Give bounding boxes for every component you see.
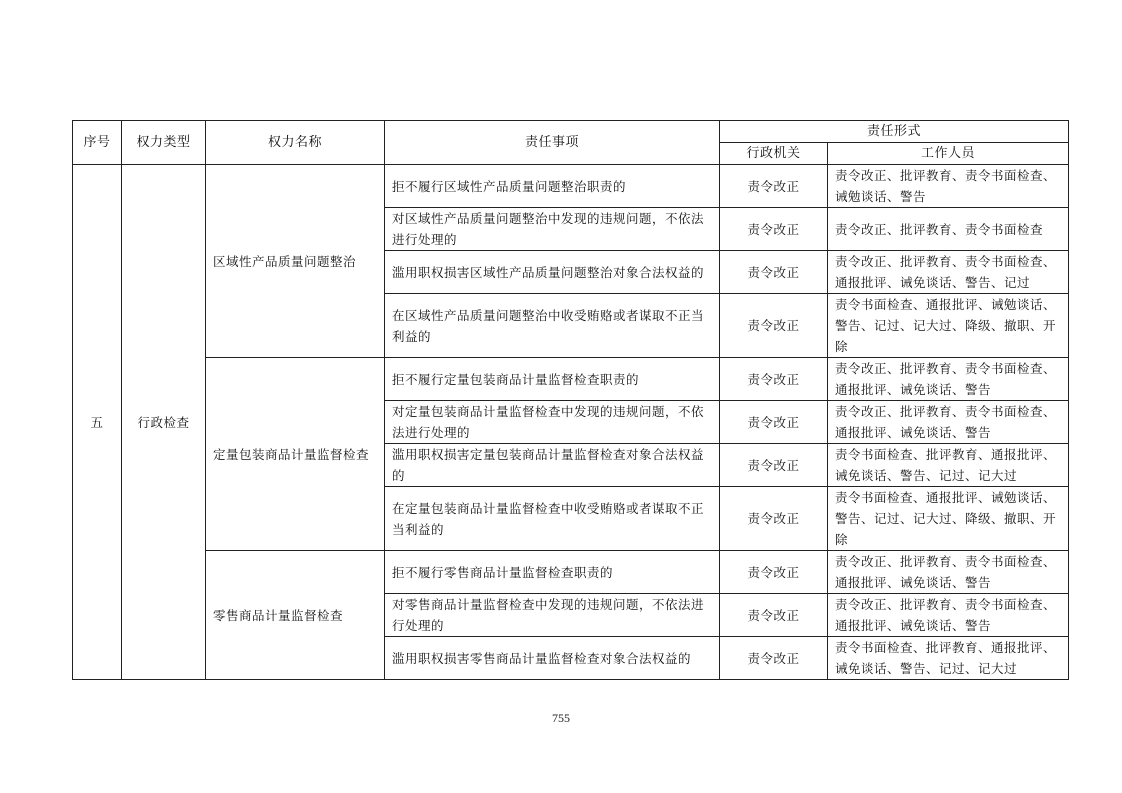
- table-row: [73, 165, 1069, 208]
- header-power-type: 权力类型: [122, 121, 206, 165]
- cell-staff-form: 责令改正、批评教育、责令书面检查、诫勉谈话、警告: [828, 165, 1069, 208]
- cell-agency-form: 责令改正: [720, 401, 828, 444]
- cell-agency-form: 责令改正: [720, 594, 828, 637]
- cell-agency-form: 责令改正: [720, 208, 828, 251]
- cell-agency-form: 责令改正: [720, 487, 828, 551]
- header-seq: 序号: [73, 121, 122, 165]
- cell-staff-form: 责令书面检查、批评教育、通报批评、诫免谈话、警告、记过、记大过: [828, 637, 1069, 680]
- cell-agency-form: 责令改正: [720, 251, 828, 294]
- cell-duty: 滥用职权损害零售商品计量监督检查对象合法权益的: [385, 637, 720, 680]
- page-number: 755: [552, 711, 570, 725]
- cell-duty: 拒不履行零售商品计量监督检查职责的: [385, 551, 720, 594]
- cell-duty: 在区域性产品质量问题整治中收受贿赂或者谋取不正当利益的: [385, 294, 720, 358]
- table-body: [73, 165, 1069, 680]
- cell-staff-form: 责令改正、批评教育、责令书面检查、通报批评、诫免谈话、警告: [828, 551, 1069, 594]
- cell-staff-form: 责令改正、批评教育、责令书面检查、通报批评、诫免谈话、警告: [828, 358, 1069, 401]
- cell-staff-form: 责令书面检查、通报批评、诫勉谈话、警告、记过、记大过、降级、撤职、开除: [828, 294, 1069, 358]
- cell-power-name: 定量包装商品计量监督检查: [206, 358, 385, 551]
- cell-duty: 拒不履行定量包装商品计量监督检查职责的: [385, 358, 720, 401]
- table-header: [73, 121, 1069, 165]
- header-duty-form: 责任形式: [720, 121, 1069, 143]
- cell-duty: 在定量包装商品计量监督检查中收受贿赂或者谋取不正当利益的: [385, 487, 720, 551]
- cell-agency-form: 责令改正: [720, 165, 828, 208]
- cell-agency-form: 责令改正: [720, 358, 828, 401]
- table-row: [73, 358, 1069, 401]
- header-agency: 行政机关: [720, 143, 828, 165]
- cell-staff-form: 责令书面检查、通报批评、诫勉谈话、警告、记过、记大过、降级、撤职、开除: [828, 487, 1069, 551]
- cell-staff-form: 责令改正、批评教育、责令书面检查: [828, 208, 1069, 251]
- cell-agency-form: 责令改正: [720, 551, 828, 594]
- cell-power-name: 区域性产品质量问题整治: [206, 165, 385, 358]
- cell-seq: 五: [73, 165, 122, 680]
- cell-agency-form: 责令改正: [720, 294, 828, 358]
- header-power-name: 权力名称: [206, 121, 385, 165]
- cell-duty: 拒不履行区域性产品质量问题整治职责的: [385, 165, 720, 208]
- cell-staff-form: 责令改正、批评教育、责令书面检查、通报批评、诫免谈话、警告: [828, 594, 1069, 637]
- cell-duty: 滥用职权损害区域性产品质量问题整治对象合法权益的: [385, 251, 720, 294]
- cell-duty: 对定量包装商品计量监督检查中发现的违规问题，不依法进行处理的: [385, 401, 720, 444]
- cell-agency-form: 责令改正: [720, 637, 828, 680]
- header-staff: 工作人员: [828, 143, 1069, 165]
- cell-duty: 对区域性产品质量问题整治中发现的违规问题，不依法进行处理的: [385, 208, 720, 251]
- header-duty: 责任事项: [385, 121, 720, 165]
- cell-duty: 对零售商品计量监督检查中发现的违规问题，不依法进行处理的: [385, 594, 720, 637]
- cell-staff-form: 责令书面检查、批评教育、通报批评、诫免谈话、警告、记过、记大过: [828, 444, 1069, 487]
- cell-power-type: 行政检查: [122, 165, 206, 680]
- cell-power-name: 零售商品计量监督检查: [206, 551, 385, 680]
- cell-duty: 滥用职权损害定量包装商品计量监督检查对象合法权益的: [385, 444, 720, 487]
- cell-staff-form: 责令改正、批评教育、责令书面检查、通报批评、诫免谈话、警告: [828, 401, 1069, 444]
- cell-agency-form: 责令改正: [720, 444, 828, 487]
- table-row: [73, 551, 1069, 594]
- cell-staff-form: 责令改正、批评教育、责令书面检查、通报批评、诫免谈话、警告、记过: [828, 251, 1069, 294]
- responsibility-table: [72, 120, 1069, 680]
